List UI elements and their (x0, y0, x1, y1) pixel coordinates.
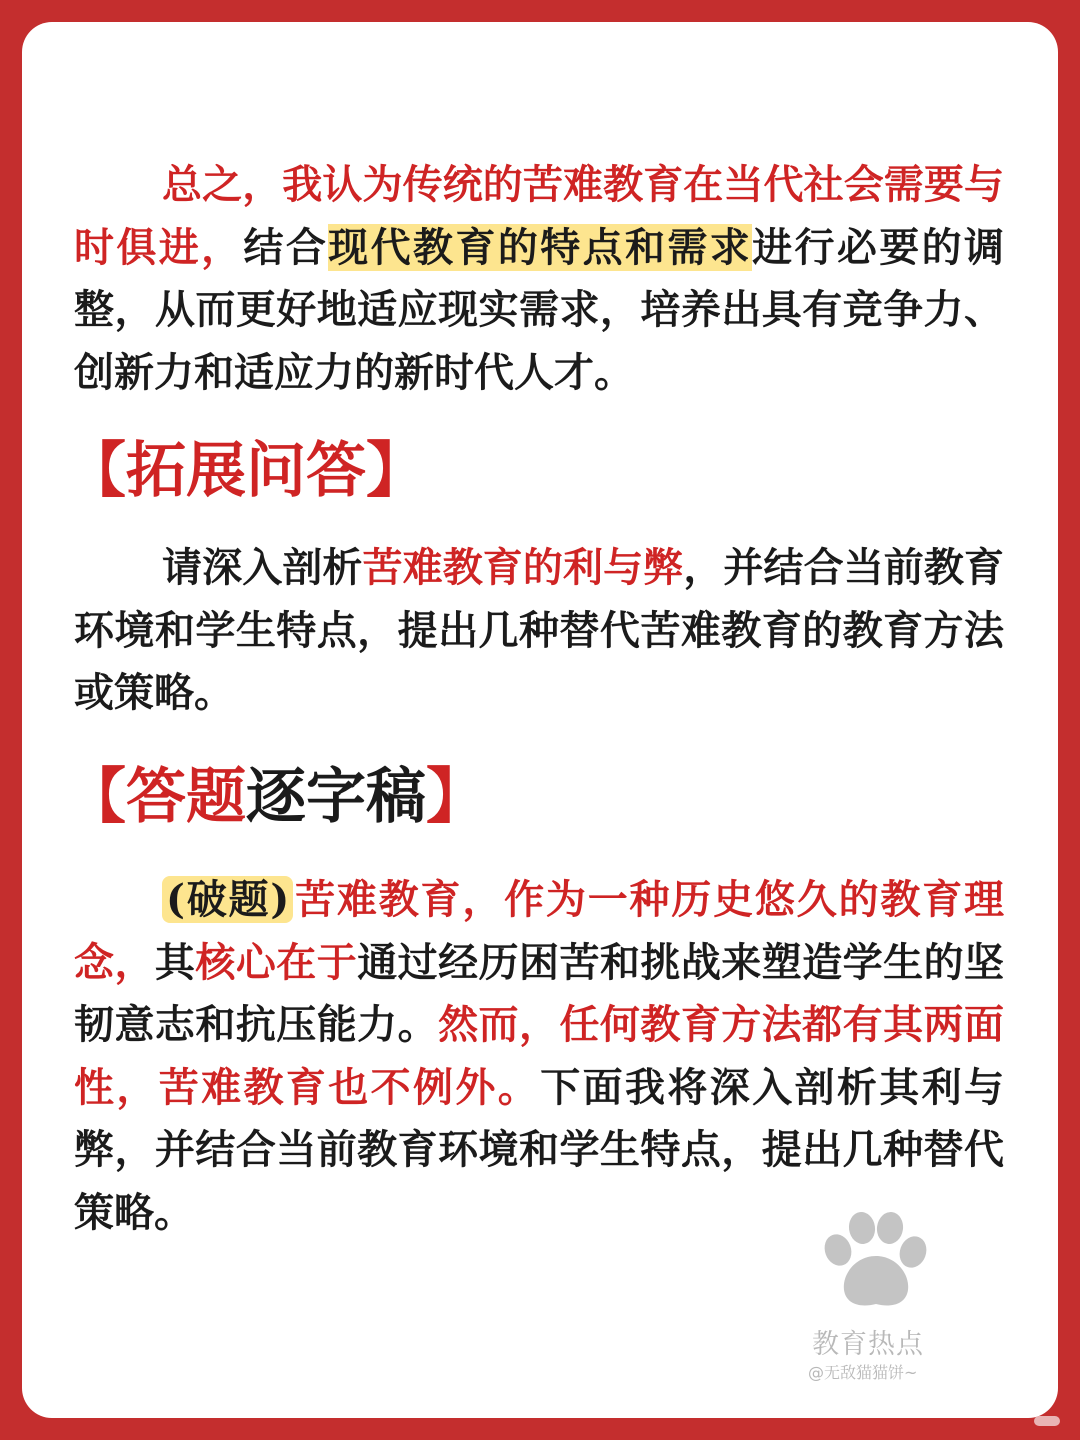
watermark (800, 1210, 940, 1390)
extended-qa-heading: 【拓展问答】 (66, 436, 426, 506)
conclusion-text-1: 结合 (243, 223, 329, 271)
answer-heading-part-2: 逐字稿 (246, 762, 426, 832)
answer-heading-part-3: 】 (426, 762, 486, 832)
answer-label-badge: (破题) (162, 876, 293, 923)
answer-emphasis-1: 苦难教育，作为一种历史悠久的教育理念， (74, 876, 1005, 986)
answer-text-1: 其 (154, 938, 196, 986)
question-emphasis: 苦难教育的利与弊 (362, 544, 684, 591)
conclusion-text-2: 进行必要的调整，从而更好地适应现实需求，培养出具有竞争力、创新力和适应力的新时代人才。 (74, 223, 1005, 396)
answer-text-2: 通过经历困苦和挑战来塑造学生的坚韧意志和抗压能力。 (74, 938, 1005, 1048)
watermark-title: 教育热点 (812, 1329, 924, 1360)
paw-icon (820, 1210, 930, 1310)
conclusion-emphasis: 总之，我认为传统的苦难教育在当代社会需要与时俱进， (74, 161, 1004, 271)
question-text-2: ，并结合当前教育环境和学生特点，提出几种替代苦难教育的教育方法或策略。 (74, 544, 1005, 716)
corner-badge (1034, 1416, 1060, 1426)
answer-emphasis-2: 核心在于 (195, 938, 358, 986)
conclusion-paragraph (74, 154, 1004, 404)
answer-paragraph (74, 869, 1004, 1244)
watermark-author: @无敌猫猫饼~ (808, 1363, 918, 1382)
answer-emphasis-3: 然而，任何教育方法都有其两面性，苦难教育也不例外。 (74, 1001, 1005, 1111)
answer-script-heading (66, 762, 486, 832)
answer-heading-part-1: 【答题 (66, 762, 246, 832)
question-paragraph (74, 537, 1004, 725)
conclusion-highlight: 现代教育的特点和需求 (328, 223, 753, 271)
question-text-1: 请深入剖析 (162, 544, 363, 591)
answer-text-3: 下面我将深入剖析其利与弊，并结合当前教育环境和学生特点，提出几种替代策略。 (74, 1063, 1005, 1236)
